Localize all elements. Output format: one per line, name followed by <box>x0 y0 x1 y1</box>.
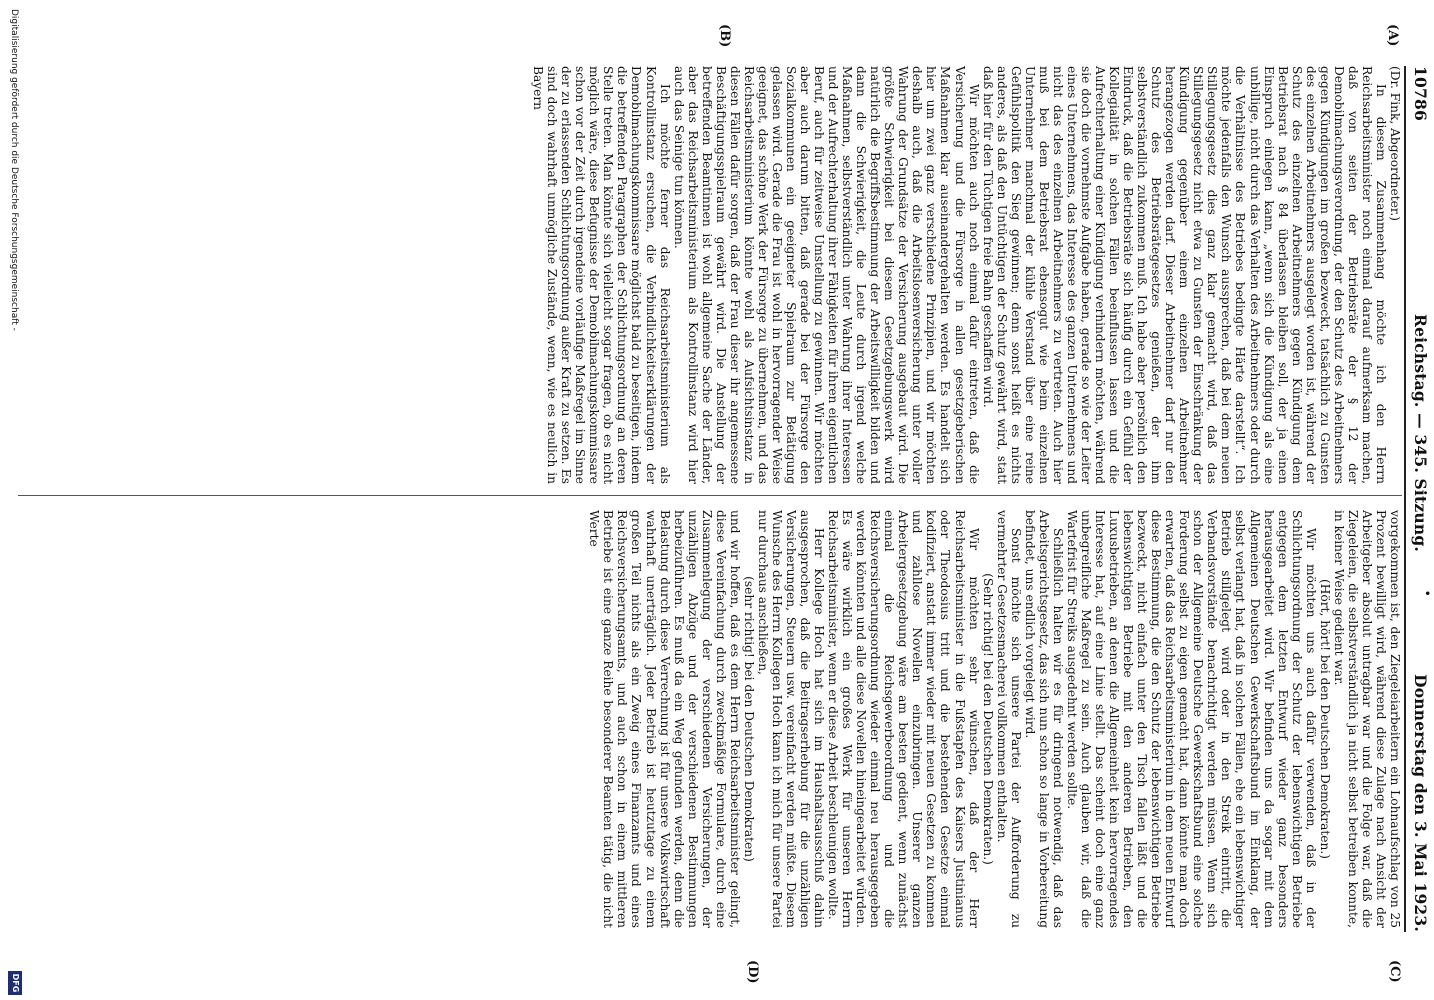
paragraph: und wir hoffen, daß es dem Herrn Reichsarbeitsminister gelingt, diese Vereinfachung durch zweckmäßige Formulare, durch eine Zusammenlegung der verschiedenen Versicherungen, der unzähligen Abzüge und der verschiedenen Bestimmungen herbeizuführen. Es muß da ein Weg gefunden werden, denn die Belastung durch diese Verrechnung ist für unsere Volkswirtschaft wahrhaft unerträglich. Jeder Betrieb ist heutzutage zu einem großen Teil nichts als ein Zweig eines Finanzamts und eines Reichsversicherungsamts, und auch schon in einem mittleren Betriebe ist eine ganze Reihe besonderer Beamten tätig, die nicht Werte <box>587 510 742 928</box>
paragraph: In diesem Zusammenhang möchte ich den Herrn Reichsarbeitsminister noch einmal darauf aufmerksam machen, daß von seiten der Betriebsräte der § 12 der Demobilmachungsverordnung, der den Schutz des Arbeitnehmers gegen Kündigungen im großen bezweckt, tatsächlich zu Gunsten des einzelnen Arbeitnehmers ausgelegt worden ist, während der Schutz des einzelnen Arbeitnehmers gegen Kündigung dem Betriebsrat nach § 84 überlassen bleiben soll, der ja einen Einspruch einlegen kann, „wenn sich die Kündigung als eine unbillige, nicht durch das Verhalten des Arbeitnehmers oder durch die Verhältnisse des Betriebes bedingte Härte darstellt“. Ich möchte jedenfalls den Wunsch aussprechen, daß bei dem neuen Stillegungsgesetz dies ganz klar gemacht wird, daß das Stillegungsgesetz nicht etwa zu Gunsten der Einschränkung der Kündigung gegenüber einem einzelnen Arbeitnehmer herangezogen werden darf. Dieser Arbeitnehmer darf nur den Schutz des Betriebsrätegesetzes genießen, der ihm selbstverständlich zukommen muß. Ich habe aber persönlich den Eindruck, daß die Betriebsräte sich häufig durch ein Gefühl der Kollegialität in solchen Fällen beeinflussen lassen und die Aufrechterhaltung einer Kündigung verhindern möchten, während sie doch die vornehmste Aufgabe haben, gerade so wie der Leiter eines Unternehmens, das Interesse des ganzen Unternehmens und nicht das des einzelnen Arbeitnehmers zu vertreten. Auch hier muß bei dem Betriebsrat ebensogut wie beim einzelnen Unternehmer manchmal der kühle Verstand über eine reine Gefühlspolitik den Sieg gewinnen; denn sonst heißt es nichts anderes, als daß den Untüchtigen der Schutz gewährt wird, statt daß hier für den Tüchtigen freie Bahn geschaffen wird. <box>980 66 1388 484</box>
top-mark: • <box>1421 590 1432 597</box>
left-column <box>16 66 1402 484</box>
footer-credit: Digitalisierung gefördert durch die Deutsche Forschungsgemeinschaft - <box>9 9 19 331</box>
session-title: Reichstag. — 345. Sitzung. <box>1411 314 1430 552</box>
session-date: Donnerstag den 3. Mai 1923. <box>1411 674 1430 932</box>
margin-marker-a: (A) <box>1385 24 1400 47</box>
page-header <box>1400 66 1430 932</box>
paragraph: Wir möchten auch noch einmal dafür eintreten, daß die Versicherung und die Fürsorge in allen gesetzgeberischen Maßnahmen klar auseinandergehalten werden. Es handelt sich hier um zwei ganz verschiedene Prinzipien, und wir möchten deshalb auch, daß die Arbeitslosenversicherung unter voller Wahrung der Grundsätze der Versicherung ausgebaut wird. Die größte Schwierigkeit bei diesem Gesetzgebungswerk wird natürlich die Begriffsbestimmung der Arbeitswilligkeit bilden und dann die Schwierigkeit, die Leute durch irgend welche Maßnahmen, selbstverständlich unter Wahrung ihrer Interessen und der Aufrechterhaltung ihrer Fähigkeiten für ihren eigentlichen Beruf, auch für zeitweise Umstellung zu gewinnen. Wir möchten aber auch darum bitten, daß gerade bei der Fürsorge den Sozialkommunen ein geeigneter Spielraum zur Betätigung gelassen wird. Gerade die Frau ist wohl in hervorragender Weise geeignet, das schöne Werk der Fürsorge zu übernehmen, und das Reichsarbeitsministerium könnte wohl als Aufsichtsinstanz in diesen Fällen dafür sorgen, daß der Frau dieser ihr angemessene Beschäftigungsspielraum gewährt wird. Die Anstellung der betreffenden Beamtinnen ist wohl allgemeine Sache der Länder, aber das Reichsarbeitsministerium als Kontrollinstanz wird hier auch das Seinige tun können. <box>671 66 981 484</box>
paragraph: Wir möchten uns auch dafür verwenden, daß in der Schlichtungsordnung der Schutz der lebenswichtigen Betriebe entgegen dem letzten Entwurf wieder ganz besonders herausgearbeitet wird. Wir befinden uns da sogar mit dem Allgemeinen Deutschen Gewerkschaftsbund im Einklang, der selbst verlangt hat, daß in solchen Fällen, ehe ein lebenswichtiger Betrieb stillgelegt wird oder in den Streik eintritt, die Verbandsvorstände benachrichtigt werden müssen. Wenn sich schon der Allgemeine Deutsche Gewerkschaftsbund eine solche Forderung selbst zu eigen gemacht hat, dann könnte man doch erwarten, daß das Reichsarbeitsministerium in dem neuen Entwurf diese Bestimmung, die den Schutz der lebenswichtigen Betriebe bezweckt, nicht einfach unter den Tisch fallen läßt und die lebenswichtigen Betriebe mit den anderen Betrieben, den Luxusbetrieben, an denen die Allgemeinheit kein hervorragendes Interesse hat, auf eine Linie stellt. Das scheint doch eine ganz unbegreifliche Maßregel zu sein. Auch glauben wir, daß die Wartefrist für Streiks ausgedehnt werden sollte. <box>1064 510 1318 928</box>
interjection: (Sehr richtig! bei den Deutschen Demokraten.) <box>980 573 995 865</box>
dfg-logo: DFG <box>8 971 22 995</box>
page-number: 10786 <box>1411 66 1430 121</box>
paragraph: Schließlich halten wir es für dringend notwendig, daß das Arbeitsgerichtsgesetz, das sich nun schon so lange in Vorbereitung befindet, uns endlich vorgelegt wird. <box>1022 510 1065 928</box>
paragraph: Sonst möchte sich unsere Partei der Aufforderung zu vermehrter Gesetzesmacherei vollkommen enthalten. <box>994 510 1023 928</box>
paragraph: Ich möchte ferner das Reichsarbeitsministerium als Kontrollinstanz ersuchen, die Verbindlichkeitserklärungen der Demobilmachungskommissare möglichst bald zu beseitigen, indem die betreffenden Paragraphen der Schlichtungsordnung an deren Stelle treten. Man könnte sich vielleicht sogar fragen, ob es nicht möglich wäre, diese Befugnisse der Demobilmachungskommissare schon vor der Zeit durch irgendeine vorläufige Maßregel im Sinne der zu erlassenden Schlichtungsordnung außer Kraft zu setzen. Es sind doch wahrhaft unmögliche Zustände, wenn, wie es neulich in Bayern <box>531 66 672 484</box>
margin-marker-b: (B) <box>717 24 732 48</box>
right-column <box>16 510 1402 928</box>
paragraph: Wir möchten sehr wünschen, daß der Herr Reichsarbeitsminister in die Fußstapfen des Kaisers Justinianus oder Theodosius tritt und die bestehenden Gesetze einmal kodifiziert, anstatt immer wieder mit neuen Gesetzen zu kommen und zahllose Novellen einzubringen. Unserer ganzen Arbeitergesetzgebung wäre am besten gedient, wenn zunächst einmal die Reichsgewerbeordnung und die Reichsversicherungsordnung wieder einmal neu herausgegeben werden könnten und alle diese Novellen hineingearbeitet würden. Es wäre wirklich ein großes Werk für unseren Herrn Reichsarbeitsminister, wenn er diese Arbeit beschleunigen wollte. <box>826 510 981 928</box>
paragraph: Herr Kollege Hoch hat sich im Haushaltsausschuß dahin ausgesprochen, daß die Beitragserhebung für die unzähligen Versicherungen, Steuern usw. vereinfacht werden müßte. Diesem Wunsche des Herrn Kollegen Hoch kann ich mich für unsere Partei nur durchaus anschließen, <box>755 510 827 928</box>
digitization-footer <box>3 1 25 999</box>
margin-marker-c: (C) <box>1387 960 1402 983</box>
interjection: (sehr richtig! bei den Deutschen Demokraten) <box>741 576 756 862</box>
paragraph: vorgekommen ist, den Ziegeleiarbeitern ein Lohnaufschlag von 25 Prozent bewilligt wird, während diese Zulage nach Ansicht der Arbeitgeber absolut untragbar war und die Folge war, daß die Ziegeleien, die selbstverständlich ja nicht selbst betreiben konnte, in keiner Weise gedient war. <box>1331 510 1402 928</box>
speaker-note: (Dr. Fink, Abgeordneter.) <box>1388 66 1402 221</box>
interjection: (Hört, hört! bei den Deutschen Demokraten.) <box>1317 579 1332 859</box>
header-rule <box>1404 66 1406 932</box>
margin-marker-d: (D) <box>745 960 760 984</box>
column-divider <box>18 495 1402 496</box>
